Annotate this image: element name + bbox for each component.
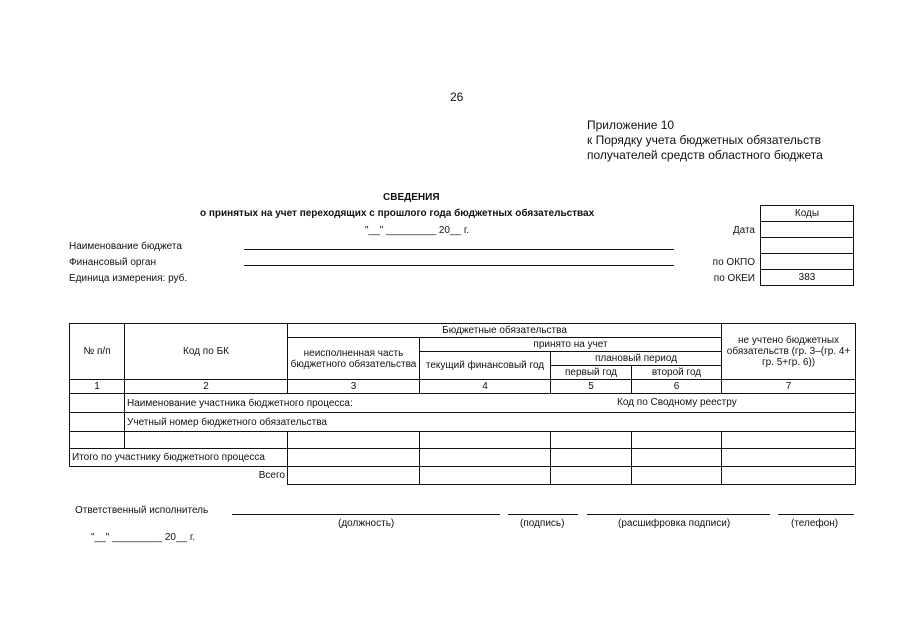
form-title: СВЕДЕНИЯ [383,192,440,203]
phone-caption: (телефон) [791,518,839,529]
budget-name-label: Наименование бюджета [69,241,182,252]
form-date-line: "__" _________ 20__ г. [365,225,470,236]
col-num-header: № п/п [70,324,125,380]
appendix-line-2: к Порядку учета бюджетных обязательств [587,133,821,147]
table-cell[interactable] [722,449,856,467]
sign-field[interactable] [508,514,578,515]
table-cell[interactable] [420,432,551,449]
col-not-accounted-header: не учтено бюджетных обязательств (гр. 3–(гр. 4+ гр. 5+гр. 6)) [722,324,856,380]
table-cell[interactable] [551,432,632,449]
codes-header: Коды [761,206,854,222]
code-date-cell[interactable] [761,222,854,238]
table-cell[interactable] [288,467,420,485]
executor-label: Ответственный исполнитель [75,505,209,516]
col-number: 4 [420,380,551,394]
col-bk-header: Код по БК [125,324,288,380]
col-number: 7 [722,380,856,394]
table-cell[interactable] [420,467,551,485]
fin-org-field[interactable] [244,265,674,266]
obligation-number-cell[interactable]: Учетный номер бюджетного обязательства [125,413,856,432]
table-cell[interactable] [70,394,125,413]
participant-name-label: Наименование участника бюджетного процесса: [127,397,353,409]
position-caption: (должность) [338,518,395,529]
table-cell[interactable] [70,432,125,449]
total-label: Всего [70,467,288,485]
budget-name-field[interactable] [244,249,674,250]
decode-caption: (расшифровка подписи) [618,518,731,529]
table-cell[interactable] [420,449,551,467]
code-okpo-cell[interactable] [761,254,854,270]
group-planned-header: плановый период [551,352,722,366]
table-cell[interactable] [551,467,632,485]
code-empty-cell[interactable] [761,238,854,254]
table-cell[interactable] [288,449,420,467]
codes-table [760,205,854,286]
table-cell[interactable] [288,432,420,449]
table-cell[interactable] [125,432,288,449]
total-participant-label: Итого по участнику бюджетного процесса [70,449,288,467]
obligation-number-row [70,413,856,432]
okei-label: по ОКЕИ [713,273,755,284]
signature-date-line: "__" _________ 20__ г. [91,532,196,543]
form-subtitle: о принятых на учет переходящих с прошлого года бюджетных обязательствах [200,208,595,219]
table-cell[interactable] [722,432,856,449]
col-current-header: текущий финансовый год [420,352,551,380]
col-number: 3 [288,380,420,394]
registry-code-label: Код по Сводному реестру [617,397,737,408]
column-number-row [70,380,856,394]
decode-field[interactable] [587,514,770,515]
page-number: 26 [450,90,464,104]
table-cell[interactable] [722,467,856,485]
total-participant-row [70,449,856,467]
code-okei-cell: 383 [761,270,854,286]
col-second-header: второй год [632,366,722,380]
col-number: 5 [551,380,632,394]
total-row [70,467,856,485]
group-accepted-header: принято на учет [420,338,722,352]
col-number: 1 [70,380,125,394]
table-row [70,432,856,449]
fin-org-label: Финансовый орган [69,257,156,268]
date-label: Дата [732,225,755,236]
table-cell[interactable] [632,432,722,449]
participant-row [70,394,856,413]
table-cell[interactable] [632,449,722,467]
col-number: 2 [125,380,288,394]
unit-label: Единица измерения: руб. [69,273,188,284]
col-first-header: первый год [551,366,632,380]
obligations-table [69,323,856,485]
col-number: 6 [632,380,722,394]
position-field[interactable] [232,514,500,515]
okpo-label: по ОКПО [712,257,755,268]
table-cell[interactable] [632,467,722,485]
group-budget-header: Бюджетные обязательства [288,324,722,338]
sign-caption: (подпись) [520,518,565,529]
phone-field[interactable] [778,514,854,515]
appendix-line-3: получателей средств областного бюджета [587,148,823,162]
table-cell[interactable] [70,413,125,432]
table-cell[interactable] [551,449,632,467]
col-unfulfilled-header: неисполненная часть бюджетного обязательства [288,338,420,380]
participant-cell[interactable] [125,394,856,413]
appendix-line-1: Приложение 10 [587,118,675,132]
